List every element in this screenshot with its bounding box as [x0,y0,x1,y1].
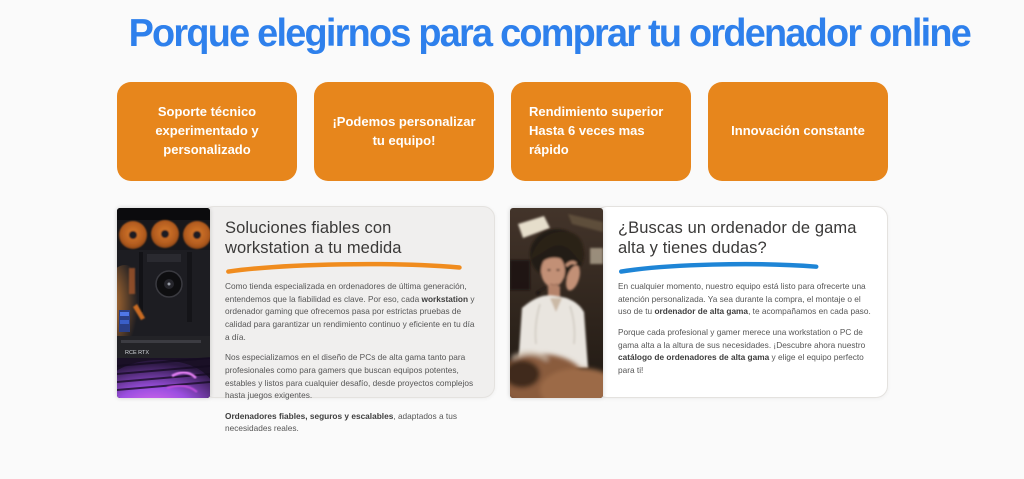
benefit-label: ¡Podemos personalizar tu equipo! [332,113,476,148]
benefit-button-innovacion[interactable] [708,82,888,181]
card-workstation-paragraph-3: Ordenadores fiables, seguros y escalables, adaptados a tus necesidades reales. [225,410,457,434]
page-title: Porque elegirnos para comprar tu ordenador online [128,12,971,55]
page-content [117,12,971,434]
support-agent-photo [510,208,603,398]
card-gama-alta-paragraph-2: Porque cada profesional y gamer merece una workstation o PC de gama alta a la altura de sus necesidades. ¡Descubre ahora nuestro catálogo de ordenadores de alta gama y elige el equipo perfecto para ti! [618,327,866,375]
benefit-button-rendimiento-superior[interactable] [511,82,691,181]
orange-brush-underline [225,261,463,274]
card-gama-alta-paragraph-1: En cualquier momento, nuestro equipo está listo para ofrecerte una atención personalizada. Ya sea durante la compra, el montaje o el uso de tu ordenador de alta gama, te acompañamos en cada paso. [618,281,871,317]
feature-cards-row [117,206,888,434]
workstation-photo [117,208,210,398]
card-workstation-paragraph-1: Como tienda especializada en ordenadores de última generación, entendemos que la fiabilidad es clave. Por eso, cada workstation y ordenador gaming que ofrecemos pasa por estrictas pruebas de calidad para garantizar un rendimiento continuo y eficiente en tu día a día. [225,281,475,342]
blue-brush-underline [618,261,836,274]
benefit-button-personalizar-equipo[interactable] [314,82,494,181]
workstation-photo-illustration [117,208,210,398]
benefit-label-line-1: Rendimiento superior [529,104,664,120]
card-workstation-paragraph-2: Nos especializamos en el diseño de PCs de alta gama tanto para profesionales como para gamers que buscan equipos potentes, estables y listos para cualquier desafío, desde proyectos complejos hasta juegos exigentes. [225,352,474,401]
benefit-label: Soporte técnico experimentado y personalizado [155,104,259,157]
card-gama-alta-panel [595,206,888,398]
benefits-row [117,82,888,181]
card-gama-alta-heading: ¿Buscas un ordenador de gama alta y tienes dudas? [618,219,857,258]
benefit-label-line-2: Hasta 6 veces mas rápido [529,123,645,157]
card-gama-alta [510,206,888,398]
benefit-button-soporte-tecnico[interactable] [117,82,297,181]
benefit-label: Innovación constante [731,123,865,139]
card-workstation-panel [202,206,495,434]
card-workstation [117,206,495,434]
gpu-label-text: RCE RTX [125,350,150,356]
support-agent-photo-illustration [510,208,603,398]
card-workstation-heading: Soluciones fiables con workstation a tu medida [225,219,402,258]
